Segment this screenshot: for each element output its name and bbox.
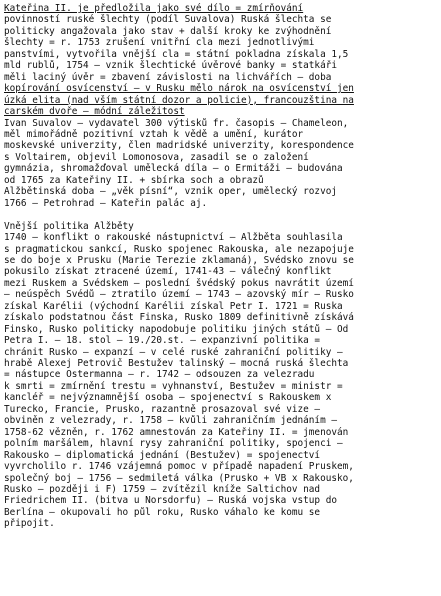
text-line: kancléř = nejvýznamnější osoba – spojenectví s Rakouskem x: [4, 392, 332, 404]
text-line: 1740 – konflikt o rakouské nástupnictví – Alžběta souhlasila: [4, 232, 343, 244]
paragraph-reforms: [4, 3, 438, 209]
text-line: Petra I. – 18. stol – 19./20.st. – expanzivní politika =: [4, 335, 321, 347]
text-line: připojit.: [4, 518, 55, 530]
text-line-bestuzev: hrabě Alexej Petrovič Bestužev talinský – mocná ruská šlechta: [4, 358, 349, 370]
text-line: Ivan Šuvalov – vydavatel 300 výtisků fr. časopis – Chameleon,: [4, 117, 349, 129]
text-line: pokusilo získat ztracené území, 1741-43 – válečný konflikt: [4, 266, 332, 278]
underlined-phrase: úzká elita (nad vším státní dozor a policie), francouzština na: [4, 94, 354, 106]
text-line: politicky angažovala jako stav + další kroky ke zvýhodnění: [4, 25, 332, 37]
paragraph-foreign-policy: [4, 221, 438, 530]
text-line: společný boj – 1756 – sedmiletá válka (Prusko + VB x Rakousko,: [4, 472, 354, 484]
text-line: Berlína – okupovali ho půl roku, Rusko váhalo ke komu se: [4, 506, 321, 518]
text-line: získal Karélii (východní Karélii získal Petr I. 1721 = Ruska: [4, 300, 343, 312]
text-line: se do boje x Prusku (Marie Terezie zklamaná), Švédsko znovu se: [4, 254, 354, 266]
underlined-phrase: kopírování osvícenství – v Rusku mělo nárok na osvícenství jen: [4, 83, 354, 95]
text-line: šlechty = r. 1753 zrušení vnitřní cla mezi jednotlivými: [4, 37, 315, 49]
text-line: – neúspěch Švédů – ztratilo území – 1743 – azovský mír – Rusko: [4, 289, 354, 301]
text-line: [4, 83, 438, 94]
text-line: Alžbětinská doba – „věk písní“, vznik oper, umělecký rozvoj: [4, 186, 338, 198]
text-line: 1758-62 vězněn, r. 1762 amnestován za Kateřiny II. = jmenován: [4, 426, 349, 438]
text-line: k smrti = zmírnění trestu = vyhnanství, Bestužev = ministr =: [4, 380, 343, 392]
text-line: [4, 3, 438, 14]
text-line: měli laciný úvěr = zbavení závislosti na lichvářích – doba: [4, 71, 332, 83]
text-line: obviněn z velezrady, r. 1758 – kvůli zahraničním jednáním –: [4, 415, 338, 427]
text-line: panstvími, vytvořila vnější cla = státní pokladna získala 1,5: [4, 48, 349, 60]
text-line: [4, 95, 438, 106]
text-line: Finsko, Rusko politicky napodobuje politiku jiných států – Od: [4, 323, 349, 335]
text-line: od 1765 za Kateřiny II. + sbírka soch a obrazů: [4, 174, 264, 186]
text-line: = nástupce Ostermanna – r. 1742 – odsouzen za velezradu: [4, 369, 315, 381]
text-line: mezi Ruskem a Švédskem – poslední švédský pokus navrátit území: [4, 277, 354, 289]
section-heading: Vnější politika Alžběty: [4, 220, 134, 232]
text-line: povinností ruské šlechty (podíl Šuvalova) Ruská šlechta se: [4, 14, 332, 26]
underlined-phrase: carském dvoře – módní záležitost: [4, 106, 185, 118]
text-line: Rusko – později i F) 1759 – zvítězil kníže Saltichov nad: [4, 484, 321, 496]
text-line: chránit Rusko – expanzí – v celé ruské zahraniční politiky –: [4, 346, 343, 358]
text-line: s pragmatickou sankcí, Rusko spojenec Rakouska, ale nezapojuje: [4, 243, 354, 255]
text-line: získalo podstatnou část Finska, Rusko 1809 definitivně získává: [4, 312, 354, 324]
text-line: Friedrichem II. (bitva u Norsdorfu) – Ruská vojska vstup do: [4, 495, 338, 507]
text-line: gymnázia, shromažďoval umělecká díla – o Ermitáži – budována: [4, 163, 343, 175]
text-line: mld rublů, 1754 – vznik šlechtické úvěrové banky = statkáři: [4, 60, 338, 72]
text-line: 1766 – Petrohrad – Kateřin palác aj.: [4, 197, 208, 209]
text-line: polním maršálem, hlavní rysy zahraniční politiky, spojenci –: [4, 438, 343, 450]
text-line: s Voltairem, objevil Lomonosova, zasadil se o založení: [4, 151, 309, 163]
text-line: moskevské univerzity, člen madridské univerzity, korespondence: [4, 140, 354, 152]
paragraph-gap: [4, 209, 438, 220]
text-line: měl mimořádně pozitivní vztah k vědě a umění, kurátor: [4, 128, 304, 140]
text-line: Turecko, Francie, Prusko, razantně prosazoval své vize –: [4, 403, 321, 415]
document-page: [4, 3, 438, 530]
text-line: Rakousko – diplomatická jednání (Bestužev) = spojenectví: [4, 449, 321, 461]
text-line: [4, 106, 438, 117]
underlined-phrase: Kateřina II. je předložila jako své dílo = zmírňování: [4, 3, 304, 14]
text-line: vyvrcholilo r. 1746 vzájemná pomoc v případě napadení Pruskem,: [4, 461, 354, 473]
